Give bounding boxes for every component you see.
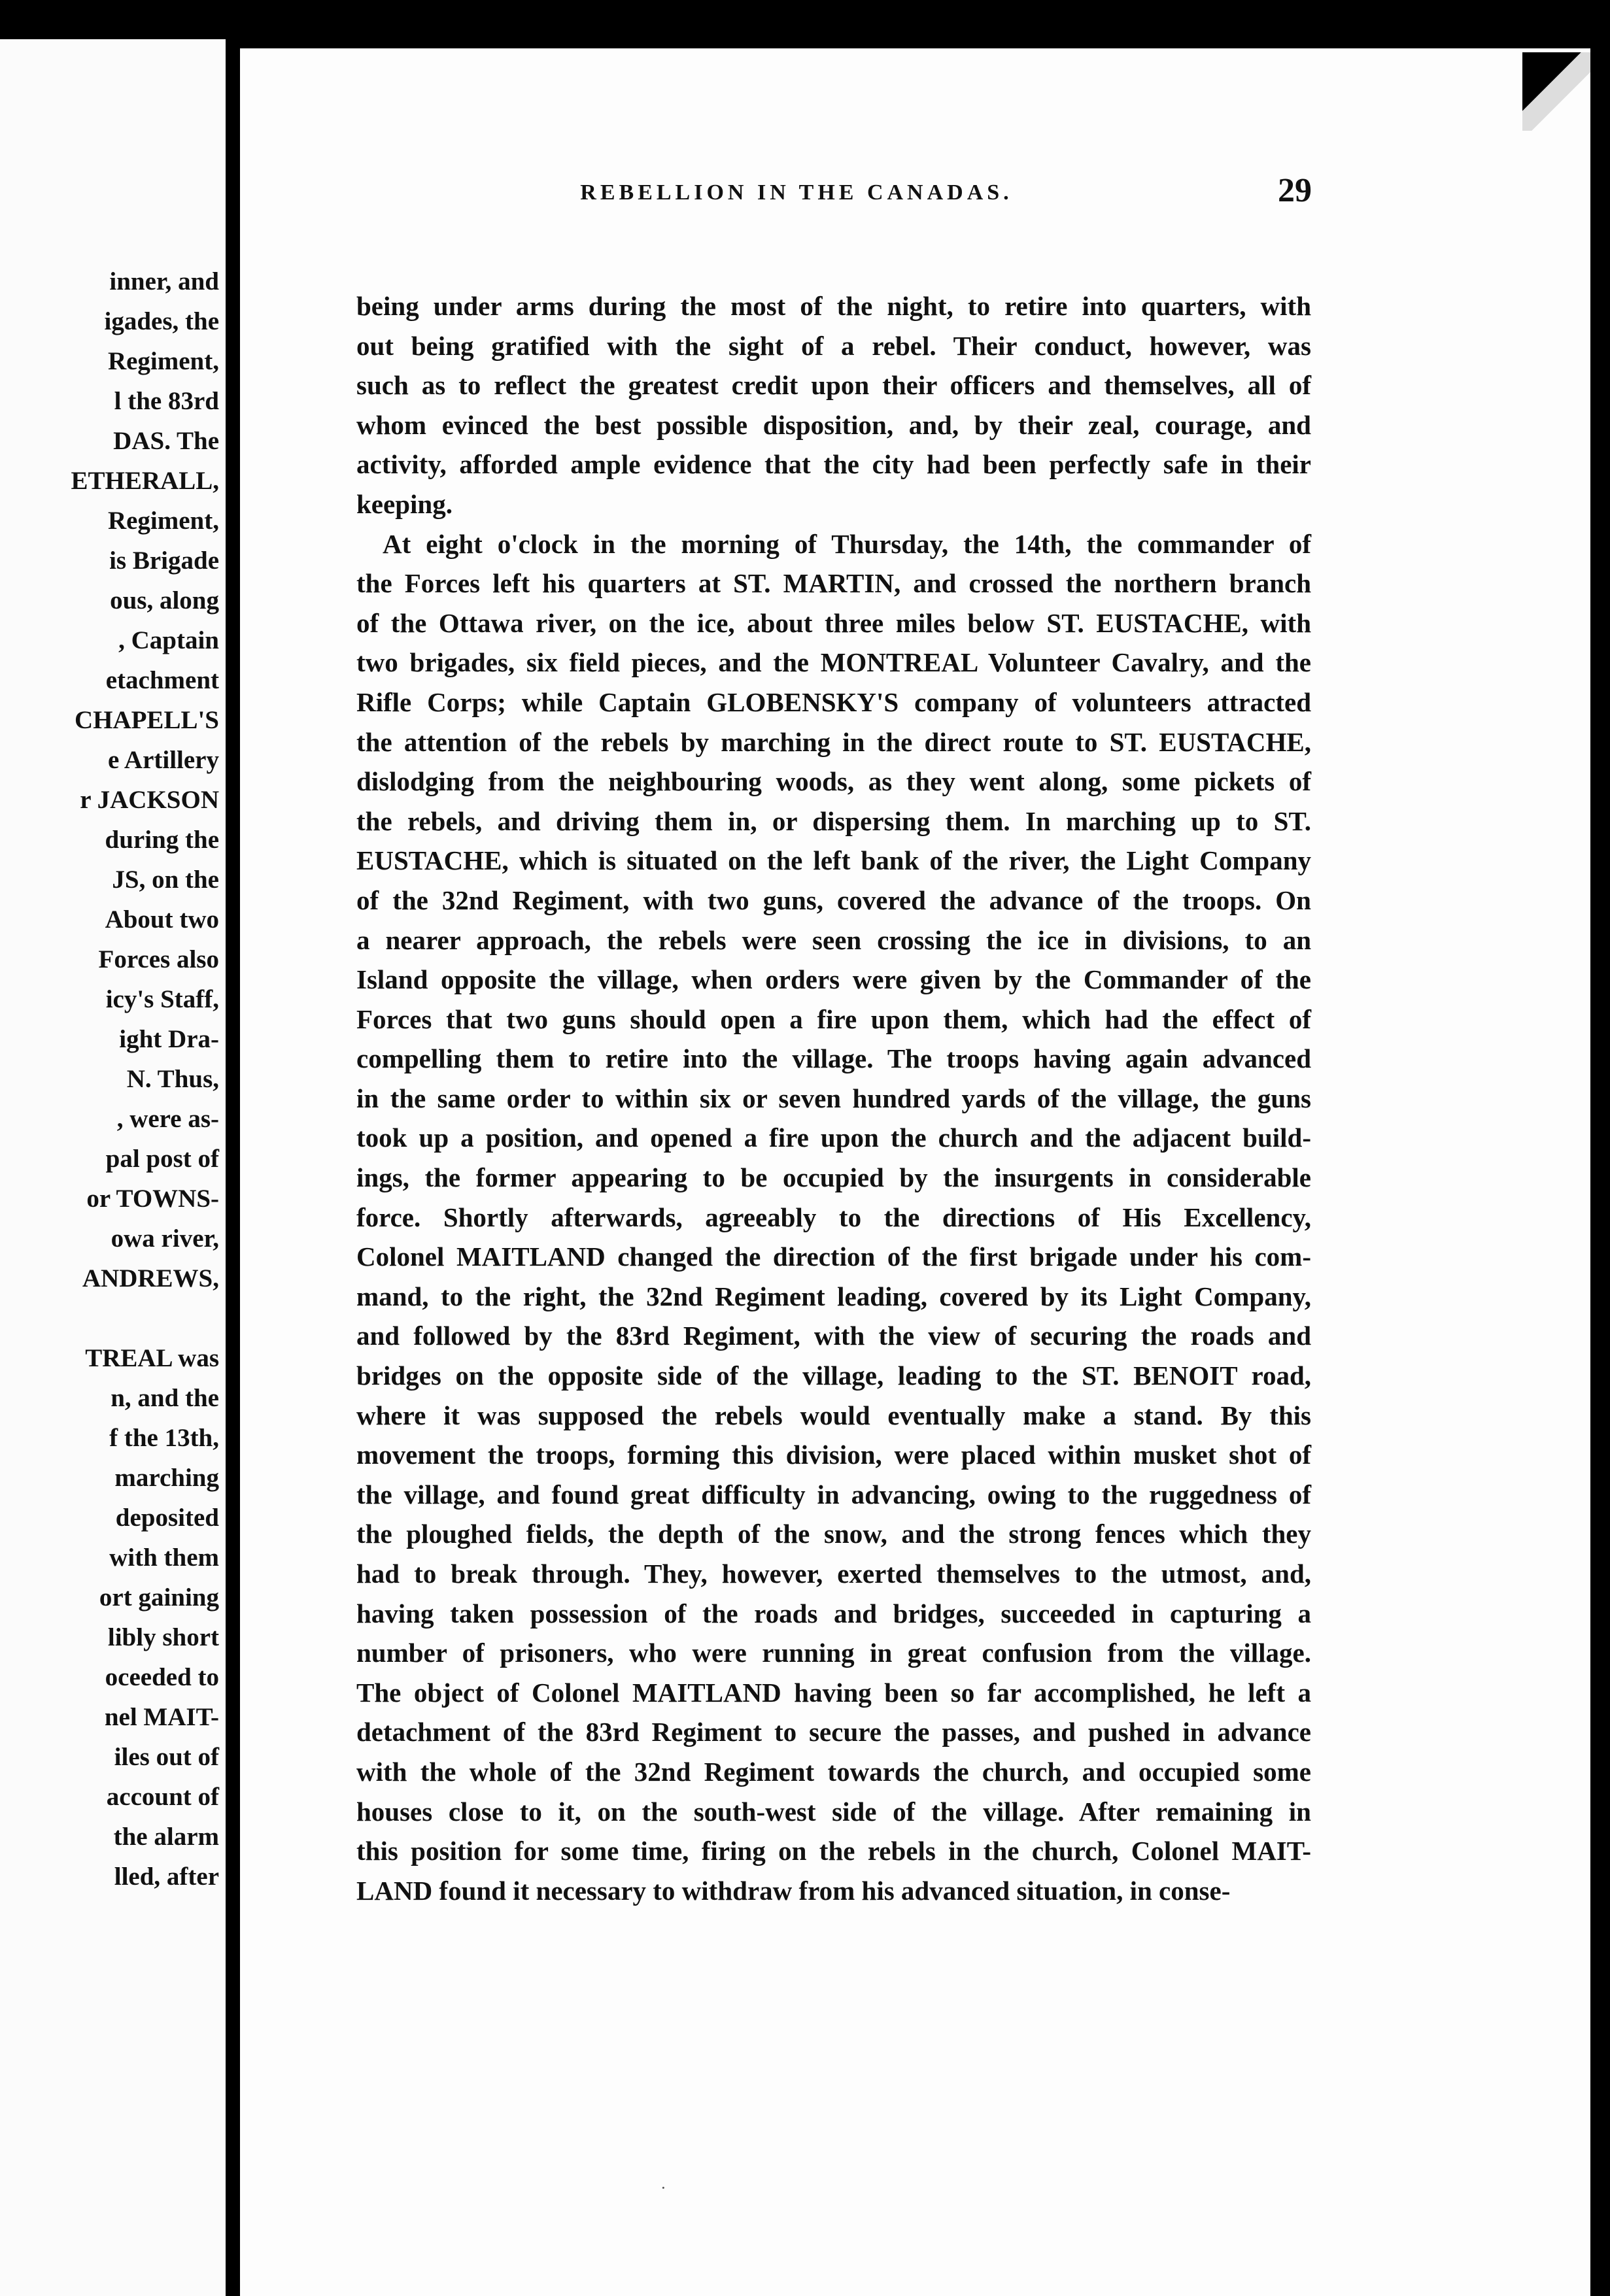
text-line: where it was supposed the rebels would eventually make a stand. By this	[356, 1400, 1311, 1430]
text-line: The object of Colonel MAITLAND having been so far accomplished, he left a	[356, 1677, 1311, 1708]
paragraph-2	[356, 524, 1311, 1911]
left-page-line: account of	[106, 1783, 219, 1811]
text-line: the ploughed fields, the depth of the snow, and the strong fences which they	[356, 1519, 1311, 1549]
text-line: Island opposite the village, when orders were given by the Commander of the	[356, 964, 1311, 995]
left-page-line: or TOWNS-	[86, 1185, 219, 1213]
text-line: dislodging from the neighbouring woods, as they went along, some pickets of	[356, 766, 1311, 797]
left-page-line: TREAL was	[85, 1344, 219, 1372]
left-page-line: JS, on the	[112, 866, 219, 894]
text-line: two brigades, six field pieces, and the MONTREAL Volunteer Cavalry, and the	[356, 647, 1311, 678]
left-page-line: with them	[109, 1544, 219, 1572]
text-line: houses close to it, on the south-west side of the village. After remaining in	[356, 1796, 1311, 1827]
text-line: the village, and found great difficulty in advancing, owing to the ruggedness of	[356, 1479, 1311, 1510]
left-page-line: Forces also	[98, 945, 219, 973]
left-page-line: inner, and	[109, 267, 219, 295]
paragraph-1	[356, 286, 1311, 524]
left-page-line: e Artillery	[108, 746, 219, 774]
text-line: out being gratified with the sight of a rebel. Their conduct, however, was	[356, 330, 1311, 361]
text-line: movement the troops, forming this division, were placed within musket shot of	[356, 1440, 1311, 1470]
text-line: bridges on the opposite side of the village, leading to the ST. BENOIT road,	[356, 1360, 1311, 1391]
text-line: and followed by the 83rd Regiment, with the view of securing the roads and	[356, 1321, 1311, 1351]
book-gutter	[226, 39, 240, 2296]
body-text	[356, 286, 1311, 1910]
text-line: ings, the former appearing to be occupied by the insurgents in considerable	[356, 1162, 1311, 1193]
left-page-line: iles out of	[114, 1743, 219, 1771]
text-line: EUSTACHE, which is situated on the left bank of the river, the Light Company	[356, 845, 1311, 876]
text-line: compelling them to retire into the village. The troops having again advanced	[356, 1043, 1311, 1074]
text-line: of the 32nd Regiment, with two guns, covered the advance of the troops. On	[356, 885, 1311, 915]
scan-smudge: ·	[660, 2178, 666, 2197]
text-line: number of prisoners, who were running in great confusion from the village.	[356, 1638, 1311, 1668]
text-line: took up a position, and opened a fire upon the church and the adjacent build-	[356, 1123, 1311, 1153]
text-line: the Forces left his quarters at ST. MARTIN, and crossed the northern branch	[356, 568, 1311, 599]
text-line: in the same order to within six or seven hundred yards of the village, the guns	[356, 1083, 1311, 1113]
left-page-line: , were as-	[116, 1105, 219, 1133]
page-header	[345, 171, 1312, 217]
page-number: 29	[1278, 172, 1312, 209]
left-page-line: lled, after	[114, 1863, 219, 1891]
text-line: activity, afforded ample evidence that the city had been perfectly safe in their	[356, 449, 1311, 480]
left-page-line: is Brigade	[109, 547, 219, 575]
text-line: the attention of the rebels by marching in the direct route to ST. EUSTACHE,	[356, 726, 1311, 757]
page-corner-fold	[1522, 52, 1590, 131]
text-line: LAND found it necessary to withdraw from his advanced situation, in conse-	[356, 1875, 1231, 1906]
left-page-line: ANDREWS,	[82, 1264, 219, 1292]
text-line: keeping.	[356, 488, 453, 519]
left-page-line: deposited	[115, 1504, 219, 1532]
text-line: mand, to the right, the 32nd Regiment leading, covered by its Light Company,	[356, 1281, 1311, 1311]
text-line: with the whole of the 32nd Regiment towards the church, and occupied some	[356, 1756, 1311, 1787]
left-page-line: pal post of	[105, 1145, 219, 1173]
text-line: a nearer approach, the rebels were seen crossing the ice in divisions, to an	[356, 924, 1311, 955]
left-page-fragment	[0, 39, 226, 2296]
left-page-line: nel MAIT-	[104, 1703, 219, 1731]
left-page-line: N. Thus,	[126, 1065, 219, 1093]
scan-edge	[1590, 0, 1610, 2296]
left-page-line: l the 83rd	[114, 387, 219, 415]
left-page-line: ort gaining	[99, 1583, 219, 1612]
text-line: At eight o'clock in the morning of Thursday, the 14th, the commander of	[383, 528, 1311, 559]
left-page-line: during the	[105, 826, 219, 854]
left-page-line: ous, along	[110, 586, 219, 615]
left-page-line: r JACKSON	[80, 786, 219, 814]
text-line: had to break through. They, however, exerted themselves to the utmost, and,	[356, 1559, 1311, 1589]
left-page-line: marching	[114, 1464, 219, 1492]
left-page-line: f the 13th,	[109, 1424, 219, 1452]
text-line: Forces that two guns should open a fire upon them, which had the effect of	[356, 1004, 1311, 1034]
left-page-line: igades, the	[104, 307, 219, 335]
left-page-line: CHAPELL'S	[74, 706, 219, 734]
text-line: Colonel MAITLAND changed the direction of the first brigade under his com-	[356, 1241, 1311, 1272]
left-page-line: ETHERALL,	[71, 467, 219, 495]
left-page-line: ight Dra-	[119, 1025, 219, 1053]
text-line: having taken possession of the roads and bridges, succeeded in capturing a	[356, 1598, 1311, 1629]
left-page-line: libly short	[107, 1623, 219, 1651]
text-line: the rebels, and driving them in, or dispersing them. In marching up to ST.	[356, 805, 1311, 836]
left-page-line: DAS. The	[113, 427, 219, 455]
text-line: Rifle Corps; while Captain GLOBENSKY'S company of volunteers attracted	[356, 686, 1311, 717]
text-line: detachment of the 83rd Regiment to secure the passes, and pushed in advance	[356, 1717, 1311, 1747]
left-page-line: owa river,	[111, 1224, 219, 1253]
left-page-line: , Captain	[118, 626, 219, 654]
left-page-line: the alarm	[113, 1823, 219, 1851]
left-page-line: icy's Staff,	[105, 985, 219, 1013]
text-line: being under arms during the most of the night, to retire into quarters, with	[356, 291, 1311, 321]
text-line: whom evinced the best possible disposition, and, by their zeal, courage, and	[356, 409, 1311, 440]
left-page-line: n, and the	[111, 1384, 219, 1412]
text-line: such as to reflect the greatest credit upon their officers and themselves, all of	[356, 370, 1311, 401]
left-page-line: Regiment,	[107, 347, 219, 375]
text-line: of the Ottawa river, on the ice, about three miles below ST. EUSTACHE, with	[356, 607, 1311, 638]
text-line: this position for some time, firing on the rebels in the church, Colonel MAIT-	[356, 1836, 1311, 1866]
left-page-line: oceeded to	[105, 1663, 219, 1691]
text-line: force. Shortly afterwards, agreeably to the directions of His Excellency,	[356, 1202, 1311, 1232]
left-page-line: About two	[105, 905, 219, 934]
running-title: REBELLION IN THE CANADAS.	[580, 180, 1013, 205]
left-page-line: Regiment,	[107, 507, 219, 535]
left-page-line: etachment	[105, 666, 219, 694]
